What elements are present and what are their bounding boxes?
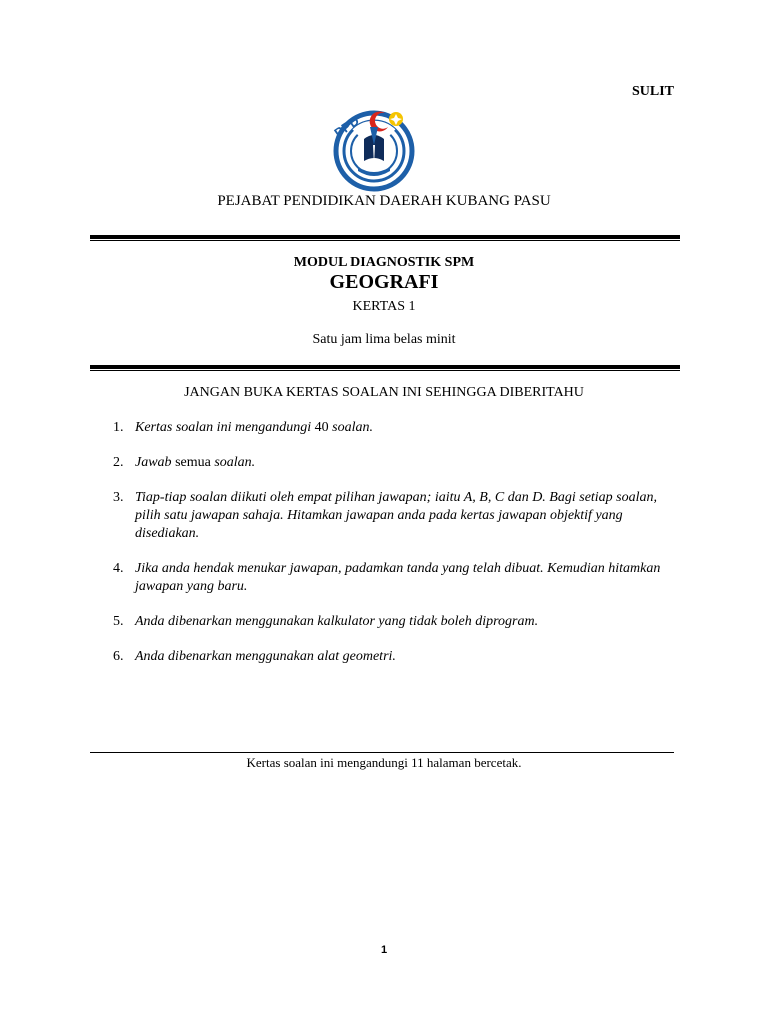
ppd-logo — [328, 105, 420, 193]
instruction-item — [113, 419, 663, 437]
subject-title: GEOGRAFI — [329, 271, 439, 293]
page-count-note: Kertas soalan ini mengandungi 11 halaman bercetak. — [246, 755, 522, 770]
warning-notice: JANGAN BUKA KERTAS SOALAN INI SEHINGGA DIBERITAHU — [184, 385, 584, 400]
exam-duration: Satu jam lima belas minit — [312, 332, 456, 347]
instructions-list — [113, 419, 663, 683]
instruction-item — [113, 489, 663, 543]
middle-divider — [90, 365, 680, 371]
instruction-item — [113, 613, 663, 631]
instruction-text: Anda dibenarkan menggunakan kalkulator yang tidak boleh diprogram. — [135, 614, 539, 629]
instruction-text: soalan. — [214, 455, 256, 470]
classification-label: SULIT — [632, 84, 675, 99]
office-name: PEJABAT PENDIDIKAN DAERAH KUBANG PASU — [217, 193, 551, 209]
ppd-logo-graphic — [328, 105, 420, 193]
instruction-number: 2. — [113, 455, 124, 470]
instruction-number: 3. — [113, 490, 124, 505]
instruction-item — [113, 560, 663, 596]
module-title: MODUL DIAGNOSTIK SPM — [293, 255, 475, 270]
logo-text: PPD — [331, 112, 362, 141]
instruction-text: Tiap-tiap soalan diikuti oleh empat pilihan jawapan; iaitu A, B, C dan D. Bagi setiap soalan, pilih satu jawapan sahaja. Hitamkan jawapan anda pada kertas jawapan objektif yang disediakan. — [135, 490, 658, 541]
paper-number: KERTAS 1 — [352, 299, 416, 314]
footer-divider — [90, 752, 674, 753]
instruction-item — [113, 454, 663, 472]
instruction-text: soalan. — [328, 420, 374, 435]
instruction-text: Kertas soalan ini mengandungi — [135, 420, 315, 435]
page-number: 1 — [380, 944, 388, 956]
instruction-item — [113, 648, 663, 666]
instruction-text: Jika anda hendak menukar jawapan, padamkan tanda yang telah dibuat. Kemudian hitamkan jawapan yang baru. — [135, 561, 661, 594]
instruction-text: Jawab — [135, 455, 172, 470]
instruction-number: 6. — [113, 649, 124, 664]
instruction-number: 4. — [113, 561, 124, 576]
instruction-text: Anda dibenarkan menggunakan alat geometri. — [135, 649, 396, 664]
instruction-text: 40 — [314, 420, 329, 435]
instruction-number: 1. — [113, 420, 124, 435]
instruction-text: semua — [171, 455, 215, 470]
top-divider — [90, 235, 680, 241]
instruction-number: 5. — [113, 614, 124, 629]
